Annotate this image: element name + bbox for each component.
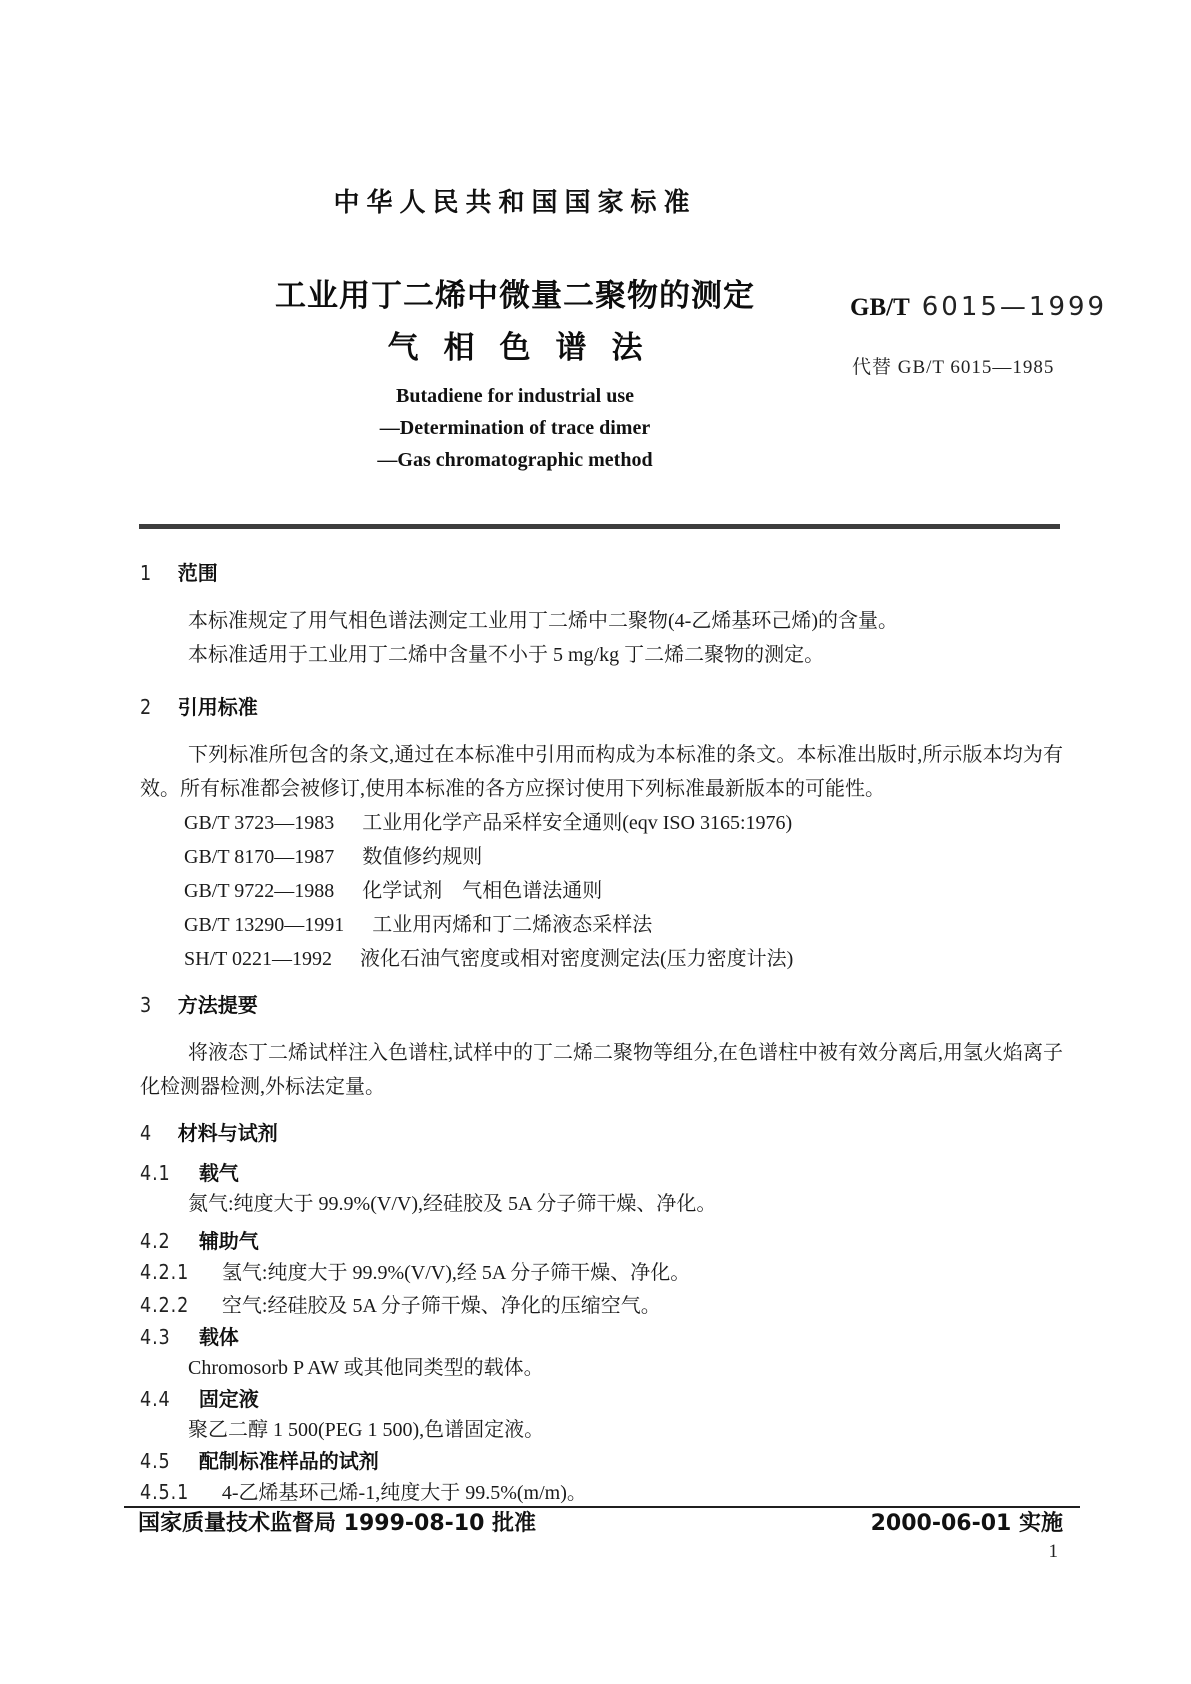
title-english-line2: —Determination of trace dimer	[379, 417, 651, 439]
standard-code-prefix: GB/T	[850, 294, 910, 321]
footer-row	[138, 1510, 1063, 1538]
reference-code: GB/T 9722—1988	[184, 880, 335, 902]
section-3-number: 3	[140, 993, 153, 1017]
clause-4-5-1	[140, 1476, 1063, 1509]
clause-4-2-2-number: 4.2.2	[140, 1293, 190, 1317]
title-english-block	[0, 380, 1030, 476]
reference-title: 工业用化学产品采样安全通则(eqv ISO 3165:1976)	[362, 812, 793, 834]
section-1-paragraph: 本标准适用于工业用丁二烯中含量不小于 5 mg/kg 丁二烯二聚物的测定。	[188, 644, 825, 666]
subsection-4-4-heading	[140, 1384, 1063, 1414]
section-1-heading	[140, 560, 1063, 586]
section-4-number: 4	[140, 1121, 153, 1145]
section-3-title: 方法提要	[177, 993, 258, 1017]
clause-4-5-1-text: 4-乙烯基环己烯-1,纯度大于 99.5%(m/m)。	[221, 1482, 587, 1504]
reference-code: GB/T 8170—1987	[184, 846, 335, 868]
reference-title: 工业用丙烯和丁二烯液态采样法	[372, 914, 653, 936]
reference-code: GB/T 13290—1991	[184, 914, 345, 936]
reference-title: 液化石油气密度或相对密度测定法(压力密度计法)	[359, 948, 794, 970]
reference-code: GB/T 3723—1983	[184, 812, 335, 834]
approval-note: 国家质量技术监督局 1999-08-10 批准	[138, 1511, 537, 1536]
subsection-4-2-heading	[140, 1226, 1063, 1256]
subsection-4-5-number: 4.5	[140, 1449, 171, 1473]
section-2-paragraph: 下列标准所包含的条文,通过在本标准中引用而构成为本标准的条文。本标准出版时,所示版本均为有效。所有标准都会被修订,使用本标准的各方应探讨使用下列标准最新版本的可能性。	[140, 744, 1063, 800]
section-1-title: 范围	[177, 561, 218, 585]
footer-divider-rule	[124, 1506, 1080, 1508]
title-english-line3: —Gas chromatographic method	[377, 449, 653, 471]
subsection-4-1-heading	[140, 1158, 1063, 1188]
reference-title: 数值修约规则	[362, 846, 483, 868]
subsection-4-3-title: 载体	[198, 1325, 239, 1349]
subsection-4-4-paragraph: 聚乙二醇 1 500(PEG 1 500),色谱固定液。	[188, 1419, 545, 1441]
section-2-heading	[140, 694, 1063, 720]
section-3-paragraph: 将液态丁二烯试样注入色谱柱,试样中的丁二烯二聚物等组分,在色谱柱中被有效分离后,用氢火焰离子化检测器检测,外标法定量。	[140, 1042, 1063, 1098]
clause-4-2-2-text: 空气:经硅胶及 5A 分子筛干燥、净化的压缩空气。	[221, 1295, 661, 1317]
clause-4-5-1-number: 4.5.1	[140, 1480, 190, 1504]
subsection-4-2-number: 4.2	[140, 1229, 171, 1253]
reference-item	[140, 840, 1063, 874]
subsection-4-4-number: 4.4	[140, 1387, 171, 1411]
national-standard-label: 中华人民共和国国家标准	[333, 188, 697, 218]
title-chinese-line1: 工业用丁二烯中微量二聚物的测定	[275, 278, 755, 314]
subsection-4-1-title: 载气	[198, 1161, 239, 1185]
subsection-4-1-number: 4.1	[140, 1161, 171, 1185]
subsection-4-3-heading	[140, 1322, 1063, 1352]
page-number: 1	[1048, 1541, 1058, 1562]
section-2-title: 引用标准	[177, 695, 258, 719]
section-3-heading	[140, 992, 1063, 1018]
clause-4-2-2	[140, 1289, 1063, 1322]
section-4-title: 材料与试剂	[177, 1121, 278, 1145]
title-english-line1: Butadiene for industrial use	[396, 385, 634, 407]
reference-item	[140, 908, 1063, 942]
standard-code	[850, 292, 1107, 322]
clause-4-2-1-number: 4.2.1	[140, 1260, 190, 1284]
replaces-note: 代替 GB/T 6015—1985	[852, 357, 1055, 378]
reference-item	[140, 806, 1063, 840]
subsection-4-3-number: 4.3	[140, 1325, 171, 1349]
title-chinese-line2-text: 气相色谱法	[387, 330, 668, 366]
reference-code: SH/T 0221—1992	[184, 948, 332, 970]
header-divider-rule	[139, 524, 1060, 529]
document-body	[140, 556, 1063, 1509]
section-2-number: 2	[140, 695, 153, 719]
subsection-4-1-paragraph: 氮气:纯度大于 99.9%(V/V),经硅胶及 5A 分子筛干燥、净化。	[188, 1193, 717, 1215]
clause-4-2-1-text: 氢气:纯度大于 99.9%(V/V),经 5A 分子筛干燥、净化。	[221, 1262, 691, 1284]
implementation-note: 2000-06-01 实施	[870, 1511, 1063, 1536]
subsection-4-2-title: 辅助气	[198, 1229, 259, 1253]
reference-item	[140, 874, 1063, 908]
reference-item	[140, 942, 1063, 976]
clause-4-2-1	[140, 1256, 1063, 1289]
subsection-4-3-paragraph: Chromosorb P AW 或其他同类型的载体。	[188, 1357, 544, 1379]
subsection-4-5-title: 配制标准样品的试剂	[198, 1449, 379, 1473]
subsection-4-5-heading	[140, 1446, 1063, 1476]
section-1-number: 1	[140, 561, 153, 585]
reference-title: 化学试剂 气相色谱法通则	[362, 880, 603, 902]
section-1-paragraph: 本标准规定了用气相色谱法测定工业用丁二烯中二聚物(4-乙烯基环己烯)的含量。	[188, 610, 898, 632]
section-4-heading	[140, 1120, 1063, 1146]
standard-code-number: 6015—1999	[921, 292, 1108, 322]
subsection-4-4-title: 固定液	[198, 1387, 259, 1411]
